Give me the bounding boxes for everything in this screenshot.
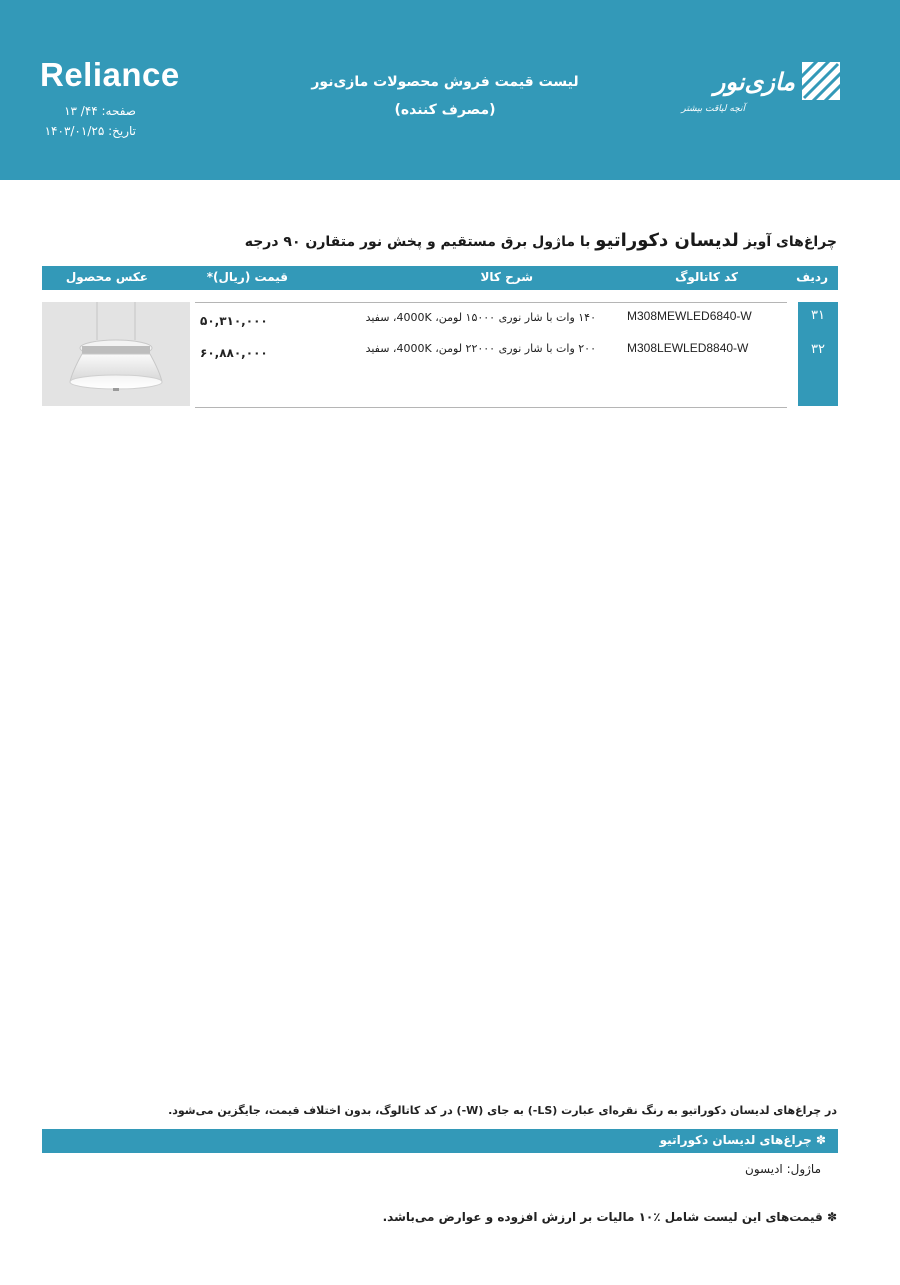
document-title-line1: لیست قیمت فروش محصولات مازی‌نور xyxy=(311,74,579,90)
logo-tagline: آنچه لیاقت بیشتر xyxy=(681,104,745,114)
section-title xyxy=(245,230,837,251)
section-title-suffix: با ماژول برق مستقیم و پخش نور متقارن ۹۰ درجه xyxy=(244,234,591,250)
row-number: ۳۲ xyxy=(811,342,825,357)
section-product-name: لدیسان دکوراتیو xyxy=(595,230,739,251)
page-number: صفحه: ۴۴/ ۱۳ xyxy=(64,104,136,118)
logo-stripes-icon xyxy=(802,62,840,100)
column-header-row: ردیف xyxy=(796,270,828,284)
row-price: ۵۰,۳۱۰,۰۰۰ xyxy=(200,314,268,328)
row-price: ۶۰,۸۸۰,۰۰۰ xyxy=(200,346,268,360)
table-header xyxy=(42,266,838,290)
logo-wordmark: مازی‌نور xyxy=(713,68,795,96)
column-header-code: کد کاتالوگ xyxy=(675,270,738,284)
footer-bar xyxy=(42,1129,838,1153)
row-description: ۱۴۰ وات با شار نوری ۱۵۰۰۰ لومن، 4000K، سفید xyxy=(365,311,596,324)
brand-name: Reliance xyxy=(40,56,180,93)
row-number-column xyxy=(798,302,838,406)
color-variant-note: در چراغ‌های لدیسان دکوراتیو به رنگ نقره‌ای عبارت (LS-) به جای (W-) در کد کاتالوگ، بدون اختلاف قیمت، جایگزین می‌شود. xyxy=(168,1104,837,1117)
row-description: ۲۰۰ وات با شار نوری ۲۲۰۰۰ لومن، 4000K، سفید xyxy=(365,342,596,355)
header-bar xyxy=(0,0,900,180)
column-header-desc: شرح کالا xyxy=(480,270,533,284)
document-date: تاریخ: ۱۴۰۳/۰۱/۲۵ xyxy=(44,124,136,138)
pendant-lamp-image xyxy=(42,302,190,406)
row-number: ۳۱ xyxy=(811,308,825,323)
document-title-line2: (مصرف کننده) xyxy=(394,102,496,118)
footer-bar-title: ✽ چراغ‌های لدیسان دکوراتیو xyxy=(659,1133,826,1147)
page-info xyxy=(40,101,136,141)
document-title xyxy=(290,68,600,124)
column-header-photo: عکس محصول xyxy=(65,270,148,284)
column-header-price: قیمت (ریال)* xyxy=(206,270,288,284)
row-catalog-code: M308MEWLED6840-W xyxy=(627,309,752,323)
row-catalog-code: M308LEWLED8840-W xyxy=(627,341,749,355)
section-title-prefix: چراغ‌های آویز xyxy=(743,234,837,250)
module-info: ماژول: ادیسون xyxy=(745,1162,821,1176)
product-photo xyxy=(42,302,190,406)
tax-note: ✽ قیمت‌های این لیست شامل ٪۱۰ مالیات بر ارزش افزوده و عوارض می‌باشد. xyxy=(382,1210,837,1224)
company-logo xyxy=(681,60,840,124)
